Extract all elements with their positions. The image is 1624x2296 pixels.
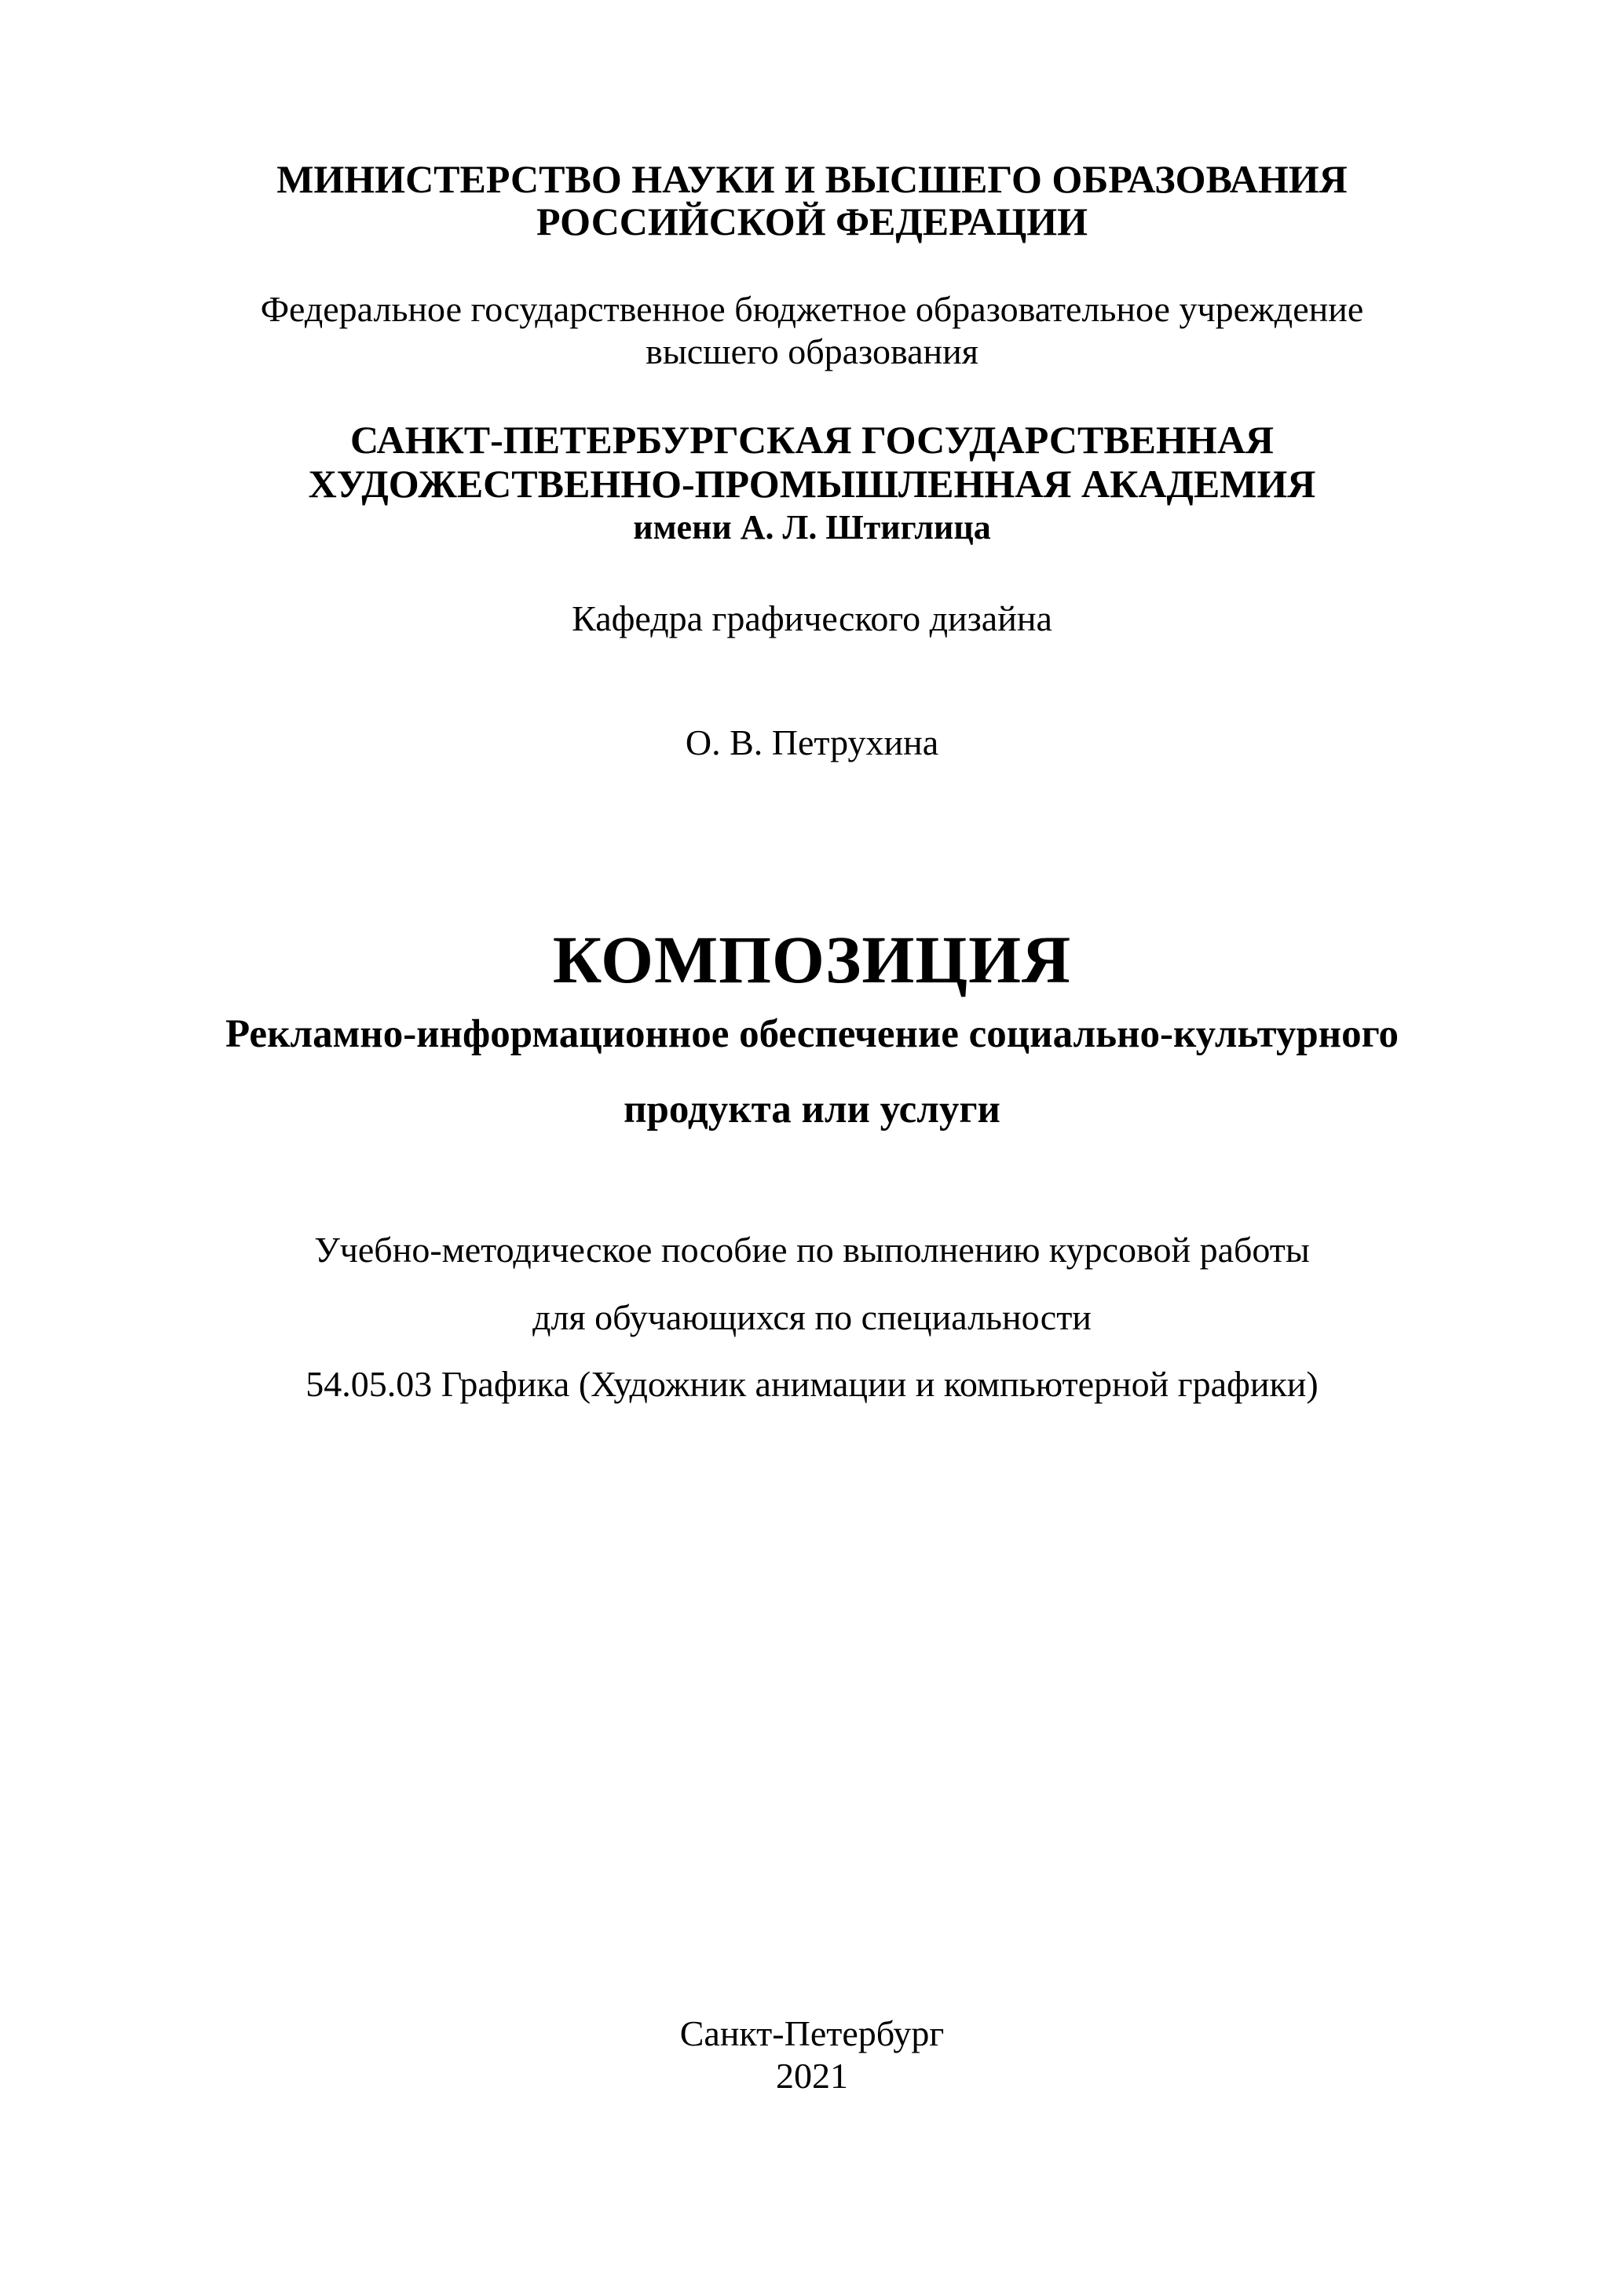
description-line-1: Учебно-методическое пособие по выполнению курсовой работы: [314, 1230, 1310, 1270]
academy-name-line-3: имени А. Л. Штиглица: [633, 508, 991, 547]
academy-name-line-2: ХУДОЖЕСТВЕННО-ПРОМЫШЛЕННАЯ АКАДЕМИЯ: [308, 462, 1316, 506]
institution-type-line-2: высшего образования: [646, 331, 978, 371]
ministry-line-2: РОССИЙСКОЙ ФЕДЕРАЦИИ: [536, 199, 1088, 243]
subtitle-line-2: продукта или услуги: [624, 1088, 1000, 1132]
ministry-line-1: МИНИСТЕРСТВО НАУКИ И ВЫСШЕГО ОБРАЗОВАНИЯ: [276, 157, 1348, 201]
document-title: КОМПОЗИЦИЯ: [552, 922, 1072, 997]
description-line-3: 54.05.03 Графика (Художник анимации и компьютерной графики): [305, 1364, 1319, 1404]
academy-name-line-1: САНКТ-ПЕТЕРБУРГСКАЯ ГОСУДАРСТВЕННАЯ: [349, 418, 1275, 462]
author-name: О. В. Петрухина: [685, 722, 939, 762]
description-line-2: для обучающихся по специальности: [532, 1297, 1092, 1337]
publication-year: 2021: [776, 2056, 848, 2096]
institution-type-line-1: Федеральное государственное бюджетное образовательное учреждение: [260, 289, 1364, 329]
publication-city: Санкт-Петербург: [679, 2013, 945, 2053]
department-name: Кафедра графического дизайна: [572, 598, 1052, 638]
subtitle-line-1: Рекламно-информационное обеспечение социально-культурного: [225, 1012, 1399, 1056]
